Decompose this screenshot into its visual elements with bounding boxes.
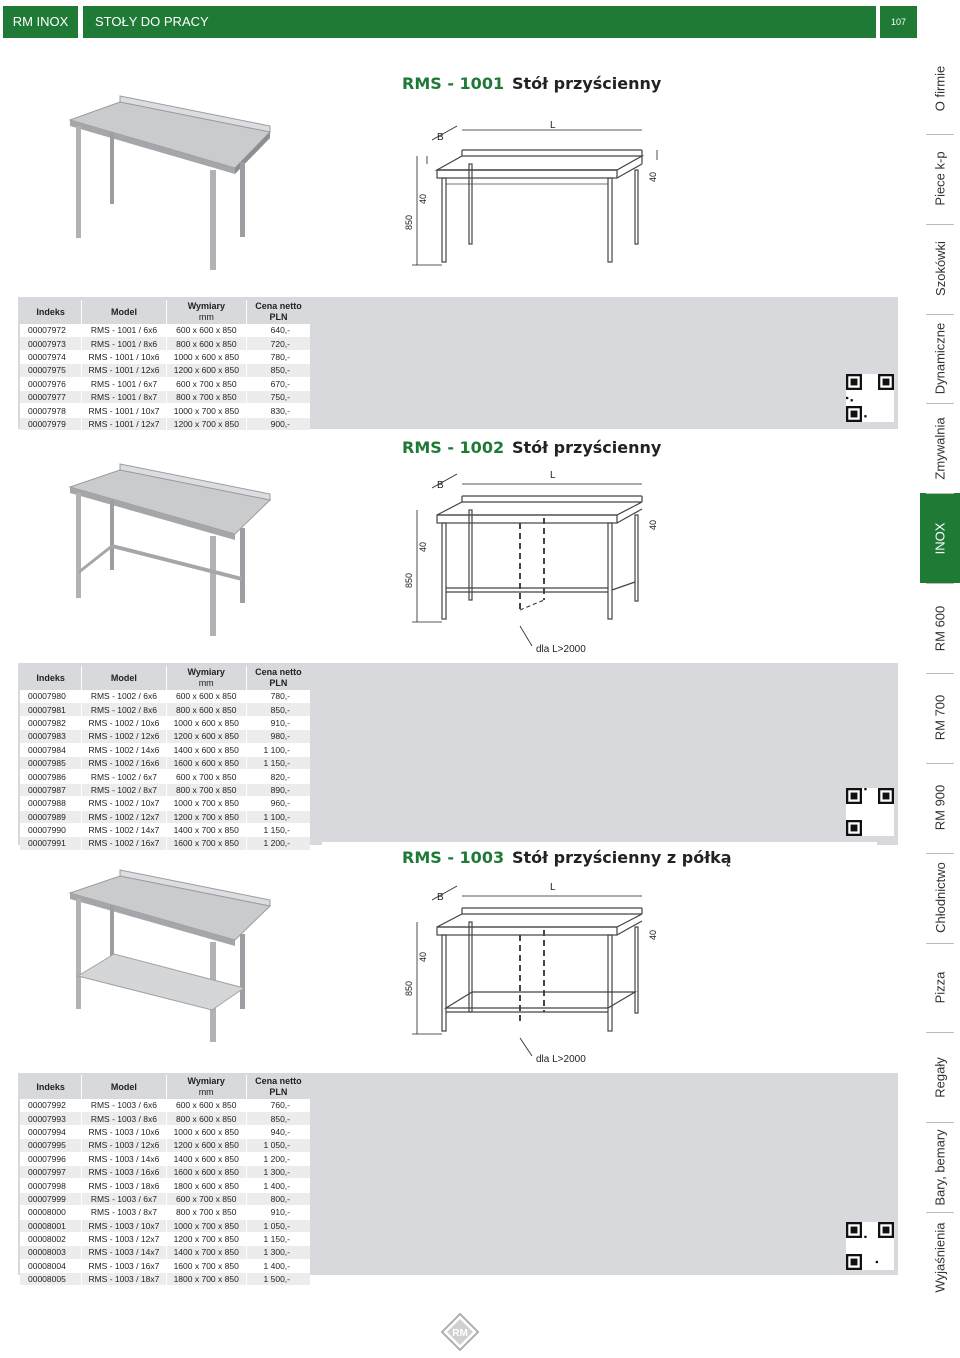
cell-model: RMS - 1001 / 10x7 — [82, 404, 166, 417]
side-tab-divider — [926, 673, 954, 674]
table-row — [20, 1112, 310, 1125]
note-label: dla L>2000 — [536, 644, 586, 655]
table-row — [20, 756, 310, 769]
cell-dimensions: 1400 x 700 x 850 — [166, 1246, 246, 1259]
dim-label-40-left: 40 — [418, 541, 428, 552]
side-tab-chłodnictwo[interactable] — [920, 853, 960, 943]
page-number: 107 — [880, 6, 917, 38]
cell-model: RMS - 1003 / 8x7 — [82, 1206, 166, 1219]
cell-index: 00007979 — [20, 417, 82, 430]
col-header-index: Indeks — [20, 1075, 82, 1099]
cell-dimensions: 1600 x 700 x 850 — [166, 837, 246, 850]
col-header-dims-line2: mm — [198, 1087, 214, 1097]
cell-dimensions: 600 x 700 x 850 — [166, 770, 246, 783]
table-row — [20, 324, 310, 337]
section-title: STOŁY DO PRACY — [83, 6, 876, 38]
cell-price: 1 200,- — [246, 1152, 310, 1165]
cell-model: RMS - 1001 / 6x7 — [82, 377, 166, 390]
table-row — [20, 1259, 310, 1272]
cell-model: RMS - 1001 / 6x6 — [82, 324, 166, 337]
cell-index: 00007997 — [20, 1165, 82, 1178]
cell-index: 00007972 — [20, 324, 82, 337]
cell-model: RMS - 1003 / 8x6 — [82, 1112, 166, 1125]
side-tab-label: INOX — [932, 522, 948, 555]
table-row — [20, 770, 310, 783]
cell-dimensions: 1400 x 600 x 850 — [166, 1152, 246, 1165]
cell-model: RMS - 1002 / 16x7 — [82, 837, 166, 850]
side-tab-rm-900[interactable] — [920, 763, 960, 853]
table-row — [20, 743, 310, 756]
qr-code-icon[interactable] — [846, 788, 894, 836]
side-tab-divider — [926, 314, 954, 315]
side-tab-szokówki[interactable] — [920, 224, 960, 314]
product-name: Stół przyścienny — [512, 74, 662, 93]
cell-price: 1 300,- — [246, 1246, 310, 1259]
side-tab-divider — [926, 1122, 954, 1123]
side-tab-divider — [926, 1212, 954, 1213]
dim-label-850: 850 — [404, 980, 414, 996]
cell-dimensions: 600 x 600 x 850 — [166, 1099, 246, 1112]
table-row — [20, 797, 310, 810]
cell-price: 670,- — [247, 377, 310, 390]
table-row — [20, 690, 310, 703]
col-header-model: Model — [82, 300, 166, 324]
table-row — [20, 823, 310, 836]
dim-label-b: B — [437, 892, 444, 903]
col-header-dims-line1: Wymiary — [187, 667, 225, 677]
cell-index: 00008004 — [20, 1259, 82, 1272]
side-tab-label: Regały — [932, 1057, 948, 1098]
table-row — [20, 1232, 310, 1245]
cell-dimensions: 1000 x 700 x 850 — [166, 1219, 246, 1232]
cell-price: 780,- — [246, 690, 310, 703]
table-body — [20, 324, 310, 431]
cell-price: 1 200,- — [246, 837, 310, 850]
cell-model: RMS - 1001 / 10x6 — [82, 350, 166, 363]
cell-model: RMS - 1002 / 14x6 — [82, 743, 166, 756]
cell-model: RMS - 1001 / 12x7 — [82, 417, 166, 430]
col-header-price — [246, 1075, 310, 1099]
cell-index: 00007987 — [20, 783, 82, 796]
cell-price: 1 150,- — [246, 756, 310, 769]
technical-drawing-2 — [322, 430, 877, 660]
cell-model: RMS - 1003 / 10x7 — [82, 1219, 166, 1232]
product-photo-1 — [20, 50, 310, 295]
cell-model: RMS - 1003 / 16x6 — [82, 1165, 166, 1178]
cell-dimensions: 1200 x 700 x 850 — [166, 417, 246, 430]
col-header-model: Model — [82, 1075, 166, 1099]
cell-index: 00008005 — [20, 1273, 82, 1286]
side-tab-label: Pizza — [932, 971, 948, 1004]
cell-index: 00007988 — [20, 797, 82, 810]
cell-index: 00007986 — [20, 770, 82, 783]
cell-dimensions: 800 x 700 x 850 — [166, 1206, 246, 1219]
cell-index: 00008002 — [20, 1232, 82, 1245]
cell-index: 00007975 — [20, 364, 82, 377]
table-row — [20, 1219, 310, 1232]
side-tab-label: RM 900 — [932, 785, 948, 831]
table-row — [20, 364, 310, 377]
table-row — [20, 417, 310, 430]
cell-index: 00007993 — [20, 1112, 82, 1125]
product-photo-3 — [20, 848, 310, 1070]
side-tab-divider — [926, 493, 954, 494]
cell-dimensions: 1200 x 700 x 850 — [166, 810, 246, 823]
cell-price: 980,- — [246, 730, 310, 743]
cell-index: 00007992 — [20, 1099, 82, 1112]
qr-code-icon[interactable] — [846, 374, 894, 422]
cell-index: 00007981 — [20, 703, 82, 716]
cell-price: 960,- — [246, 797, 310, 810]
cell-model: RMS - 1002 / 16x6 — [82, 756, 166, 769]
side-tab-rm-600[interactable] — [920, 583, 960, 673]
cell-price: 820,- — [246, 770, 310, 783]
cell-model: RMS - 1003 / 12x7 — [82, 1232, 166, 1245]
cell-dimensions: 1000 x 600 x 850 — [166, 1125, 246, 1138]
cell-model: RMS - 1002 / 10x6 — [82, 716, 166, 729]
col-header-dims — [166, 666, 246, 690]
cell-dimensions: 1200 x 600 x 850 — [166, 730, 246, 743]
cell-index: 00007994 — [20, 1125, 82, 1138]
product-name: Stół przyścienny z półką — [512, 848, 732, 867]
table-row — [20, 1125, 310, 1138]
table-body — [20, 690, 310, 850]
cell-dimensions: 600 x 700 x 850 — [166, 1192, 246, 1205]
cell-model: RMS - 1003 / 14x7 — [82, 1246, 166, 1259]
product-code: RMS - 1001 — [402, 74, 505, 93]
col-header-price-line2: PLN — [269, 678, 288, 688]
side-tab-divider — [926, 853, 954, 854]
side-tab-divider — [926, 224, 954, 225]
cell-dimensions: 1400 x 700 x 850 — [166, 823, 246, 836]
cell-index: 00007996 — [20, 1152, 82, 1165]
product-code: RMS - 1003 — [402, 848, 505, 867]
cell-model: RMS - 1002 / 12x6 — [82, 730, 166, 743]
cell-dimensions: 1200 x 600 x 850 — [166, 1139, 246, 1152]
cell-model: RMS - 1002 / 8x6 — [82, 703, 166, 716]
price-table-rms1001 — [20, 300, 310, 431]
cell-dimensions: 1600 x 700 x 850 — [166, 1259, 246, 1272]
side-tab-pizza[interactable] — [920, 943, 960, 1033]
cell-model: RMS - 1002 / 10x7 — [82, 797, 166, 810]
cell-index: 00008001 — [20, 1219, 82, 1232]
side-tab-divider — [926, 763, 954, 764]
dim-label-40-right: 40 — [648, 171, 658, 182]
product-code: RMS - 1002 — [402, 438, 505, 457]
product-name: Stół przyścienny — [512, 438, 662, 457]
side-tab-label: Bary, bemary — [932, 1129, 948, 1206]
col-header-dims — [166, 300, 246, 324]
side-nav — [920, 44, 960, 1302]
table-row — [20, 1192, 310, 1205]
rm-logo-icon — [440, 1312, 480, 1352]
technical-drawing-1 — [322, 60, 877, 296]
cell-dimensions: 1000 x 600 x 850 — [166, 350, 246, 363]
cell-index: 00007991 — [20, 837, 82, 850]
col-header-dims-line2: mm — [198, 312, 214, 322]
cell-dimensions: 1600 x 600 x 850 — [166, 756, 246, 769]
dim-label-850: 850 — [404, 572, 414, 588]
dim-label-b: B — [437, 132, 444, 143]
col-header-price — [246, 666, 310, 690]
table-row — [20, 730, 310, 743]
table-row — [20, 703, 310, 716]
cell-dimensions: 800 x 700 x 850 — [166, 783, 246, 796]
col-header-index: Indeks — [20, 300, 82, 324]
table-row — [20, 390, 310, 403]
cell-dimensions: 800 x 600 x 850 — [166, 1112, 246, 1125]
side-tab-label: RM 700 — [932, 695, 948, 741]
cell-model: RMS - 1002 / 14x7 — [82, 823, 166, 836]
cell-model: RMS - 1003 / 18x6 — [82, 1179, 166, 1192]
side-tab-rm-700[interactable] — [920, 673, 960, 763]
cell-dimensions: 1200 x 600 x 850 — [166, 364, 246, 377]
col-header-price-line1: Cena netto — [255, 667, 302, 677]
side-tab-zmywalnia[interactable] — [920, 403, 960, 493]
side-tab-bary-bemary[interactable] — [920, 1122, 960, 1212]
cell-price: 780,- — [247, 350, 310, 363]
cell-index: 00007974 — [20, 350, 82, 363]
cell-index: 00007973 — [20, 337, 82, 350]
cell-model: RMS - 1003 / 6x7 — [82, 1192, 166, 1205]
cell-price: 890,- — [246, 783, 310, 796]
side-tab-label: Chłodnictwo — [932, 862, 948, 934]
cell-index: 00008003 — [20, 1246, 82, 1259]
col-header-price-line2: PLN — [269, 312, 288, 322]
cell-model: RMS - 1001 / 8x7 — [82, 390, 166, 403]
cell-dimensions: 600 x 600 x 850 — [166, 690, 246, 703]
cell-dimensions: 800 x 600 x 850 — [166, 703, 246, 716]
dim-label-850: 850 — [404, 214, 414, 230]
cell-dimensions: 1000 x 700 x 850 — [166, 797, 246, 810]
side-tab-wyjaśnienia[interactable] — [920, 1212, 960, 1302]
note-label: dla L>2000 — [536, 1054, 586, 1065]
side-tab-label: O firmie — [932, 66, 948, 112]
table-row — [20, 404, 310, 417]
cell-dimensions: 600 x 600 x 850 — [166, 324, 246, 337]
side-tab-divider — [926, 583, 954, 584]
cell-index: 00007999 — [20, 1192, 82, 1205]
cell-index: 00007978 — [20, 404, 82, 417]
table-row — [20, 716, 310, 729]
cell-dimensions: 1400 x 600 x 850 — [166, 743, 246, 756]
table-row — [20, 1246, 310, 1259]
dim-label-40-left: 40 — [418, 193, 428, 204]
table-row — [20, 783, 310, 796]
cell-dimensions: 1800 x 600 x 850 — [166, 1179, 246, 1192]
cell-price: 850,- — [247, 364, 310, 377]
col-header-index: Indeks — [20, 666, 82, 690]
cell-price: 1 150,- — [246, 823, 310, 836]
cell-price: 1 050,- — [246, 1139, 310, 1152]
cell-model: RMS - 1003 / 12x6 — [82, 1139, 166, 1152]
cell-price: 850,- — [246, 1112, 310, 1125]
table-row — [20, 377, 310, 390]
side-tab-divider — [926, 403, 954, 404]
cell-price: 940,- — [246, 1125, 310, 1138]
table-row — [20, 837, 310, 850]
side-tab-label: RM 600 — [932, 605, 948, 651]
side-tab-dynamiczne[interactable] — [920, 314, 960, 404]
cell-price: 1 100,- — [246, 810, 310, 823]
cell-dimensions: 1000 x 700 x 850 — [166, 404, 246, 417]
cell-model: RMS - 1003 / 18x7 — [82, 1273, 166, 1286]
price-table-rms1002 — [20, 666, 310, 851]
dim-label-40-left: 40 — [418, 951, 428, 962]
cell-dimensions: 800 x 700 x 850 — [166, 390, 246, 403]
table-row — [20, 1099, 310, 1112]
cell-price: 1 400,- — [246, 1179, 310, 1192]
col-header-dims — [166, 1075, 246, 1099]
side-tab-divider — [926, 134, 954, 135]
side-tab-label: Wyjaśnienia — [932, 1222, 948, 1293]
col-header-dims-line1: Wymiary — [187, 301, 226, 311]
cell-dimensions: 1200 x 700 x 850 — [166, 1232, 246, 1245]
table-row — [20, 1152, 310, 1165]
cell-dimensions: 1000 x 600 x 850 — [166, 716, 246, 729]
side-tab-label: Piece k-p — [932, 151, 948, 206]
table-row — [20, 1206, 310, 1219]
cell-price: 1 050,- — [246, 1219, 310, 1232]
technical-drawing-3 — [322, 842, 877, 1070]
cell-index: 00008000 — [20, 1206, 82, 1219]
cell-dimensions: 800 x 600 x 850 — [166, 337, 246, 350]
cell-price: 1 500,- — [246, 1273, 310, 1286]
table-row — [20, 810, 310, 823]
table-row — [20, 1139, 310, 1152]
cell-model: RMS - 1002 / 6x6 — [82, 690, 166, 703]
dim-label-40-right: 40 — [648, 929, 658, 940]
cell-price: 850,- — [246, 703, 310, 716]
cell-index: 00007980 — [20, 690, 82, 703]
col-header-price-line1: Cena netto — [255, 1076, 302, 1086]
cell-model: RMS - 1003 / 14x6 — [82, 1152, 166, 1165]
cell-price: 800,- — [246, 1192, 310, 1205]
cell-price: 1 400,- — [246, 1259, 310, 1272]
cell-price: 720,- — [247, 337, 310, 350]
table-row — [20, 1179, 310, 1192]
cell-model: RMS - 1003 / 6x6 — [82, 1099, 166, 1112]
cell-price: 1 300,- — [246, 1165, 310, 1178]
cell-index: 00007989 — [20, 810, 82, 823]
table-body — [20, 1099, 310, 1286]
dim-label-b: B — [437, 480, 444, 491]
side-tab-divider — [926, 1032, 954, 1033]
side-tab-regały[interactable] — [920, 1032, 960, 1122]
col-header-price — [247, 300, 310, 324]
cell-price: 900,- — [247, 417, 310, 430]
cell-price: 910,- — [246, 716, 310, 729]
dim-label-l: L — [550, 882, 556, 893]
cell-model: RMS - 1003 / 16x7 — [82, 1259, 166, 1272]
cell-dimensions: 600 x 700 x 850 — [166, 377, 246, 390]
side-tab-label: Zmywalnia — [932, 417, 948, 480]
cell-dimensions: 1600 x 600 x 850 — [166, 1165, 246, 1178]
side-tab-o-firmie[interactable] — [920, 44, 960, 134]
cell-index: 00007983 — [20, 730, 82, 743]
col-header-model: Model — [82, 666, 166, 690]
cell-price: 910,- — [246, 1206, 310, 1219]
cell-index: 00007984 — [20, 743, 82, 756]
cell-index: 00007990 — [20, 823, 82, 836]
cell-price: 750,- — [247, 390, 310, 403]
col-header-price-line2: PLN — [269, 1087, 288, 1097]
qr-code-icon[interactable] — [846, 1222, 894, 1270]
cell-price: 1 150,- — [246, 1232, 310, 1245]
table-row — [20, 337, 310, 350]
dim-label-l: L — [550, 120, 556, 131]
side-tab-inox[interactable] — [920, 493, 960, 583]
cell-model: RMS - 1002 / 8x7 — [82, 783, 166, 796]
table-row — [20, 1165, 310, 1178]
side-tab-piece-k-p[interactable] — [920, 134, 960, 224]
cell-model: RMS - 1002 / 6x7 — [82, 770, 166, 783]
cell-dimensions: 1800 x 700 x 850 — [166, 1273, 246, 1286]
cell-index: 00007998 — [20, 1179, 82, 1192]
cell-index: 00007995 — [20, 1139, 82, 1152]
dim-label-l: L — [550, 470, 556, 481]
cell-index: 00007977 — [20, 390, 82, 403]
cell-price: 760,- — [246, 1099, 310, 1112]
table-row — [20, 1273, 310, 1286]
side-tab-label: Szokówki — [932, 241, 948, 297]
cell-model: RMS - 1001 / 12x6 — [82, 364, 166, 377]
brand-label: RM INOX — [3, 6, 78, 38]
cell-model: RMS - 1003 / 10x6 — [82, 1125, 166, 1138]
cell-price: 640,- — [247, 324, 310, 337]
col-header-dims-line1: Wymiary — [187, 1076, 225, 1086]
table-row — [20, 350, 310, 363]
product-photo-2 — [20, 432, 310, 660]
price-table-rms1003 — [20, 1075, 310, 1286]
cell-model: RMS - 1002 / 12x7 — [82, 810, 166, 823]
col-header-price-line1: Cena netto — [255, 301, 302, 311]
col-header-dims-line2: mm — [198, 678, 214, 688]
cell-index: 00007976 — [20, 377, 82, 390]
cell-index: 00007985 — [20, 756, 82, 769]
cell-price: 830,- — [247, 404, 310, 417]
cell-price: 1 100,- — [246, 743, 310, 756]
dim-label-40-right: 40 — [648, 519, 658, 530]
cell-model: RMS - 1001 / 8x6 — [82, 337, 166, 350]
cell-index: 00007982 — [20, 716, 82, 729]
logo-text: RM — [452, 1328, 468, 1339]
side-tab-divider — [926, 943, 954, 944]
side-tab-label: Dynamiczne — [932, 322, 948, 395]
page-header — [0, 0, 960, 44]
